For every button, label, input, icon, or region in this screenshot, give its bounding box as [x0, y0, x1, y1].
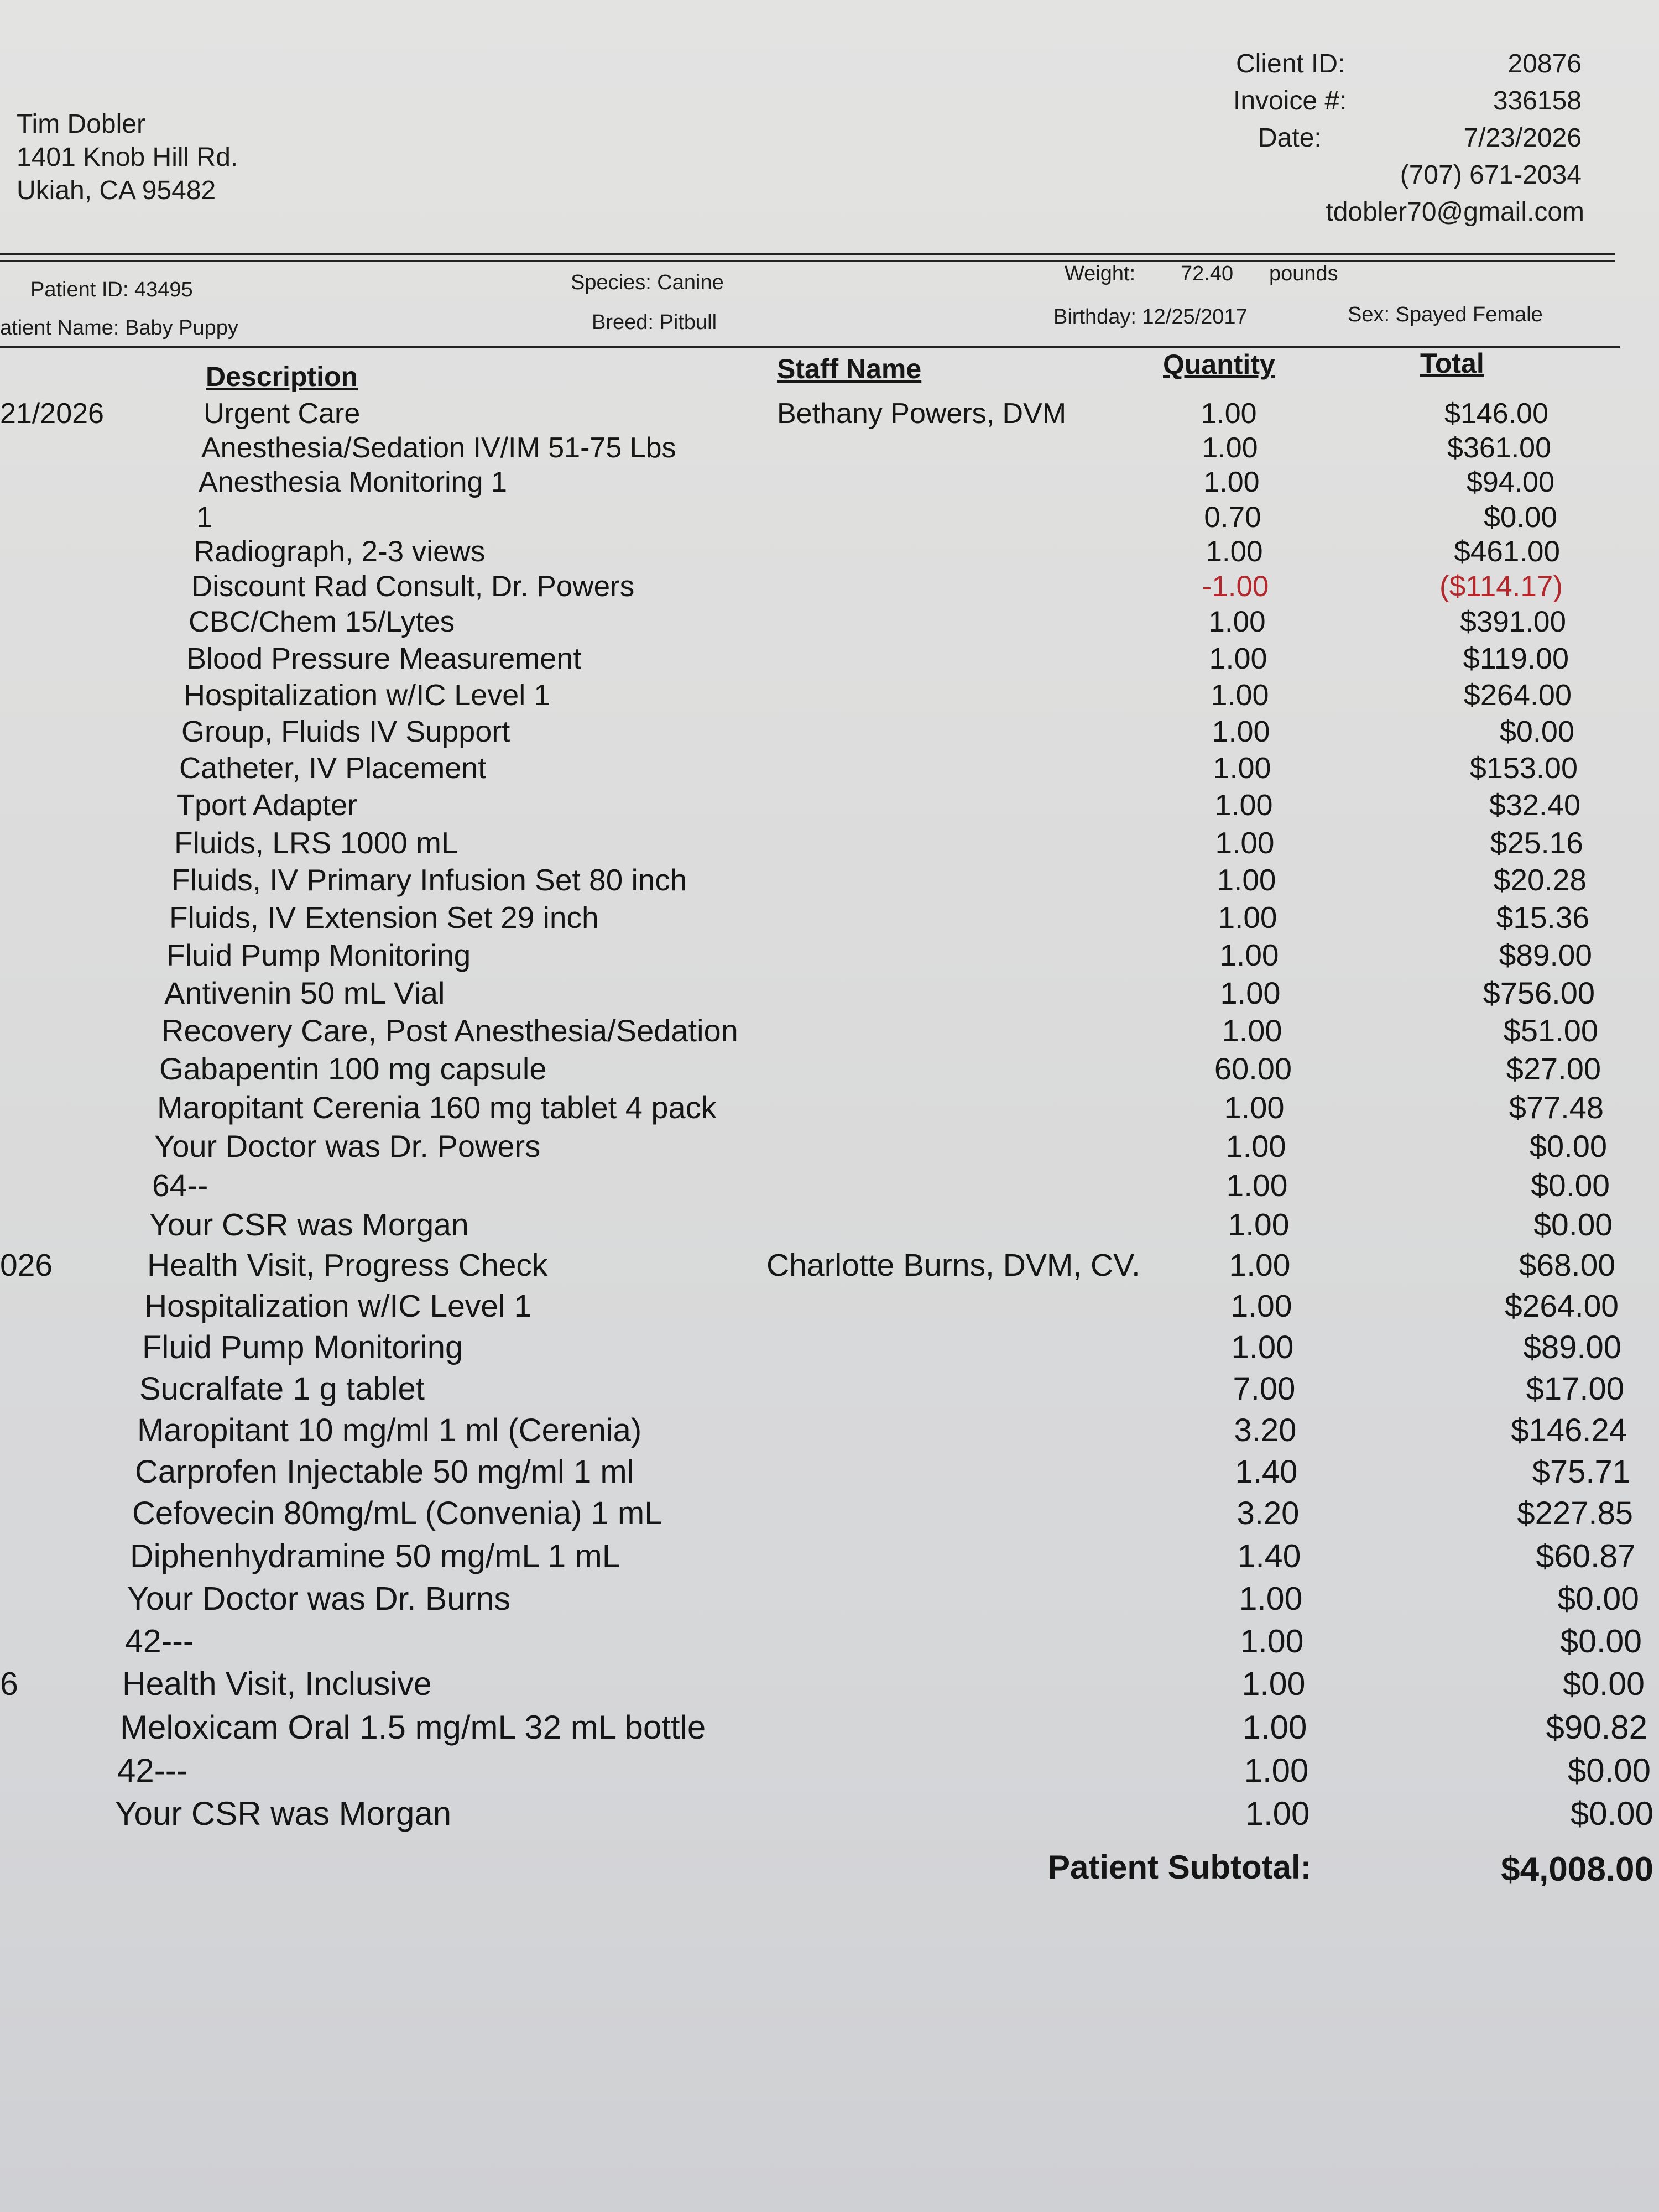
line-item-row	[0, 1751, 1659, 1787]
line-item-row	[0, 1013, 1659, 1048]
line-item-date: 026	[0, 1248, 53, 1283]
line-item-description: Fluids, IV Primary Infusion Set 80 inch	[171, 863, 687, 897]
line-item-quantity: 1.40	[1235, 1454, 1298, 1490]
line-item-total: $0.00	[1563, 1666, 1645, 1702]
line-item-quantity: 1.00	[1230, 1288, 1292, 1324]
line-item-total: $89.00	[1523, 1329, 1621, 1365]
line-item-row	[0, 605, 1659, 640]
patient-sex: Sex: Spayed Female	[1348, 303, 1543, 326]
line-item-date: 6	[0, 1666, 18, 1702]
line-item-description: Your CSR was Morgan	[149, 1207, 469, 1243]
line-item-row	[0, 1167, 1659, 1203]
line-item-total: $391.00	[1460, 606, 1566, 638]
line-item-description: 42---	[125, 1623, 194, 1660]
line-item-quantity: 1.00	[1209, 642, 1267, 675]
line-item-total: $0.00	[1531, 1168, 1610, 1203]
line-item-description: Sucralfate 1 g tablet	[139, 1371, 425, 1407]
line-item-description: Hospitalization w/IC Level 1	[184, 679, 551, 712]
line-item-quantity: 1.00	[1219, 938, 1279, 972]
client-id-value: 20876	[1507, 49, 1582, 79]
line-item-quantity: 3.20	[1234, 1412, 1297, 1448]
line-item-date: 21/2026	[0, 398, 104, 430]
client-address-line2: Ukiah, CA 95482	[17, 176, 216, 205]
line-item-description: Health Visit, Inclusive	[122, 1666, 432, 1702]
line-item-total: $0.00	[1484, 501, 1557, 534]
line-item-description: Recovery Care, Post Anesthesia/Sedation	[161, 1013, 738, 1048]
line-item-description: Tport Adapter	[176, 789, 358, 822]
line-item-quantity: 7.00	[1233, 1371, 1296, 1407]
line-item-description: 64--	[152, 1168, 208, 1203]
line-item-quantity: 1.00	[1218, 900, 1277, 935]
line-item-description: 1	[196, 501, 213, 534]
line-item-quantity: 1.00	[1222, 1013, 1282, 1048]
line-item-total: $75.71	[1532, 1454, 1630, 1490]
line-item-quantity: 60.00	[1214, 1051, 1292, 1086]
line-item-description: Fluids, LRS 1000 mL	[174, 826, 458, 860]
line-item-quantity: 1.00	[1203, 466, 1260, 498]
line-item-quantity: 1.00	[1228, 1207, 1290, 1243]
line-item-quantity: 1.00	[1208, 606, 1266, 638]
line-item-quantity: 1.00	[1240, 1623, 1304, 1660]
line-item-description: Discount Rad Consult, Dr. Powers	[191, 570, 635, 603]
patient-subtotal-label: Patient Subtotal:	[1048, 1849, 1312, 1886]
line-item-row	[0, 751, 1659, 786]
line-item-total: $0.00	[1560, 1623, 1642, 1660]
line-item-description: Cefovecin 80mg/mL (Convenia) 1 mL	[132, 1495, 662, 1531]
divider-top	[0, 253, 1615, 255]
line-item-quantity: 1.00	[1226, 1168, 1288, 1203]
line-item-total: $0.00	[1529, 1129, 1607, 1164]
line-item-quantity: 1.00	[1225, 1129, 1286, 1164]
line-item-description: Urgent Care	[204, 398, 361, 430]
line-item-description: Anesthesia/Sedation IV/IM 51-75 Lbs	[201, 432, 676, 464]
line-item-quantity: 1.00	[1214, 789, 1273, 822]
line-item-row	[0, 1453, 1659, 1489]
line-item-description: Your CSR was Morgan	[115, 1795, 452, 1832]
line-item-description: Group, Fluids IV Support	[181, 715, 510, 748]
line-item-row	[0, 975, 1659, 1010]
line-item-total: $153.00	[1469, 752, 1578, 785]
line-item-description: Meloxicam Oral 1.5 mg/mL 32 mL bottle	[120, 1709, 706, 1746]
line-item-quantity: 1.00	[1245, 1795, 1310, 1832]
client-id-label: Client ID:	[1236, 49, 1345, 79]
line-item-quantity: 1.00	[1229, 1248, 1291, 1283]
line-item-description: Fluid Pump Monitoring	[142, 1329, 463, 1365]
line-item-row	[0, 641, 1659, 677]
line-item-total: $68.00	[1519, 1248, 1615, 1283]
line-item-total: $756.00	[1483, 975, 1595, 1010]
divider-top-second	[0, 260, 1615, 262]
line-item-row	[0, 937, 1659, 973]
line-item-row	[0, 1412, 1659, 1447]
invoice-date-value: 7/23/2026	[1463, 123, 1582, 153]
line-item-staff: Bethany Powers, DVM	[777, 398, 1067, 430]
line-item-row	[0, 466, 1659, 501]
patient-weight-unit: pounds	[1269, 262, 1338, 285]
line-item-row	[0, 1537, 1659, 1573]
line-item-row	[0, 714, 1659, 750]
line-item-quantity: 1.40	[1237, 1538, 1301, 1574]
line-item-total: $94.00	[1466, 466, 1554, 498]
line-item-row	[0, 900, 1659, 935]
line-item-description: Carprofen Injectable 50 mg/ml 1 ml	[135, 1454, 634, 1490]
line-item-total: ($114.17)	[1439, 570, 1563, 603]
line-item-quantity: 1.00	[1242, 1709, 1307, 1746]
line-item-row	[0, 1623, 1659, 1658]
client-phone-row	[1200, 160, 1598, 197]
line-item-total: $0.00	[1499, 715, 1574, 748]
line-item-total: $264.00	[1504, 1288, 1619, 1324]
client-email: tdobler70@gmail.com	[1326, 197, 1584, 227]
invoice-date-row	[1200, 123, 1598, 160]
line-item-total: $90.82	[1546, 1709, 1647, 1746]
line-item-total: $25.16	[1490, 826, 1583, 860]
line-item-total: $89.00	[1499, 938, 1592, 972]
line-item-quantity: 1.00	[1212, 715, 1270, 748]
line-item-quantity: 0.70	[1204, 501, 1261, 534]
patient-id: Patient ID: 43495	[30, 278, 193, 301]
line-item-row	[0, 1665, 1659, 1700]
line-item-total: $227.85	[1517, 1495, 1633, 1531]
line-item-total: $0.00	[1557, 1580, 1639, 1617]
line-item-row	[0, 1051, 1659, 1086]
line-item-row	[0, 862, 1659, 898]
column-header-staff: Staff Name	[777, 353, 922, 384]
line-item-total: $27.00	[1506, 1051, 1601, 1086]
line-item-description: Fluid Pump Monitoring	[166, 938, 471, 972]
line-item-quantity: 1.00	[1220, 975, 1281, 1010]
line-item-quantity: 1.00	[1215, 826, 1275, 860]
line-item-description: Your Doctor was Dr. Powers	[154, 1129, 541, 1164]
patient-weight-value: 72.40	[1181, 262, 1234, 285]
line-item-description: Gabapentin 100 mg capsule	[159, 1051, 547, 1086]
line-item-total: $361.00	[1447, 432, 1551, 464]
client-id-row	[1200, 49, 1598, 86]
line-item-description: Maropitant Cerenia 160 mg tablet 4 pack	[157, 1090, 717, 1125]
line-item-total: $461.00	[1454, 535, 1560, 568]
line-item-description: Maropitant 10 mg/ml 1 ml (Cerenia)	[137, 1412, 642, 1448]
patient-weight-label: Weight:	[1065, 262, 1136, 285]
line-item-row	[0, 535, 1659, 570]
line-item-description: 42---	[117, 1752, 187, 1789]
line-item-total: $146.00	[1444, 398, 1548, 430]
line-item-row	[0, 431, 1659, 467]
line-item-row	[0, 570, 1659, 605]
line-item-row	[0, 1128, 1659, 1164]
line-item-quantity: 1.00	[1244, 1752, 1309, 1789]
patient-breed: Breed: Pitbull	[592, 311, 717, 334]
line-item-description: Radiograph, 2-3 views	[194, 535, 486, 568]
client-email-row	[1200, 197, 1598, 234]
line-item-total: $146.24	[1511, 1412, 1627, 1448]
line-item-quantity: 1.00	[1211, 679, 1269, 712]
line-item-row	[0, 1329, 1659, 1364]
line-item-description: Blood Pressure Measurement	[186, 642, 582, 675]
line-item-description: Diphenhydramine 50 mg/mL 1 mL	[130, 1538, 620, 1574]
patient-species: Species: Canine	[571, 271, 724, 294]
line-item-description: Catheter, IV Placement	[179, 752, 487, 785]
line-item-quantity: 3.20	[1237, 1495, 1300, 1531]
line-item-total: $0.00	[1570, 1795, 1653, 1832]
line-item-total: $119.00	[1463, 642, 1569, 675]
line-item-row	[0, 678, 1659, 713]
line-item-total: $0.00	[1567, 1752, 1651, 1789]
patient-birthday: Birthday: 12/25/2017	[1053, 305, 1248, 328]
line-item-quantity: 1.00	[1231, 1329, 1294, 1365]
line-item-row	[0, 500, 1659, 536]
line-item-total: $15.36	[1496, 900, 1589, 935]
line-item-quantity: -1.00	[1202, 570, 1269, 603]
line-item-row	[0, 397, 1659, 432]
column-header-total: Total	[1420, 348, 1484, 379]
client-address-block	[17, 108, 238, 207]
column-header-quantity: Quantity	[1163, 349, 1275, 380]
line-item-row	[0, 1207, 1659, 1242]
client-phone: (707) 671-2034	[1400, 160, 1582, 190]
patient-name: atient Name: Baby Puppy	[0, 316, 238, 340]
line-item-total: $20.28	[1493, 863, 1587, 897]
line-item-row	[0, 1580, 1659, 1615]
line-item-quantity: 1.00	[1201, 398, 1257, 430]
patient-subtotal-value: $4,008.00	[1501, 1850, 1653, 1888]
invoice-number-row	[1200, 86, 1598, 123]
line-item-total: $60.87	[1536, 1538, 1636, 1574]
line-item-description: Hospitalization w/IC Level 1	[144, 1288, 532, 1324]
line-item-row	[0, 1708, 1659, 1744]
line-item-total: $0.00	[1533, 1207, 1613, 1243]
line-item-row	[0, 788, 1659, 823]
line-item-quantity: 1.00	[1202, 432, 1258, 464]
line-item-row	[0, 1089, 1659, 1125]
line-item-row	[0, 1247, 1659, 1282]
invoice-number-value: 336158	[1493, 86, 1582, 116]
line-item-quantity: 1.00	[1241, 1666, 1306, 1702]
line-item-quantity: 1.00	[1239, 1580, 1303, 1617]
line-item-quantity: 1.00	[1206, 535, 1263, 568]
line-item-row	[0, 1794, 1659, 1830]
line-item-description: CBC/Chem 15/Lytes	[189, 606, 455, 638]
line-item-total: $17.00	[1526, 1371, 1624, 1407]
line-item-description: Anesthesia Monitoring 1	[199, 466, 507, 498]
line-item-total: $77.48	[1509, 1090, 1604, 1125]
invoice-date-label: Date:	[1258, 123, 1322, 153]
line-item-staff: Charlotte Burns, DVM, CV.	[766, 1248, 1140, 1283]
line-item-row	[0, 1495, 1659, 1530]
line-item-description: Fluids, IV Extension Set 29 inch	[169, 900, 599, 935]
line-item-quantity: 1.00	[1217, 863, 1276, 897]
line-item-row	[0, 825, 1659, 860]
divider-patient	[0, 346, 1620, 348]
line-item-row	[0, 1370, 1659, 1406]
line-item-total: $32.40	[1489, 789, 1580, 822]
client-address-line1: 1401 Knob Hill Rd.	[17, 143, 238, 172]
line-item-total: $264.00	[1463, 679, 1572, 712]
invoice-number-label: Invoice #:	[1233, 86, 1347, 116]
line-item-quantity: 1.00	[1224, 1090, 1285, 1125]
line-item-row	[0, 1288, 1659, 1323]
line-item-total: $51.00	[1503, 1013, 1598, 1048]
invoice-info-block	[1200, 49, 1598, 234]
client-name: Tim Dobler	[17, 109, 145, 139]
column-header-description: Description	[206, 361, 358, 392]
line-item-description: Health Visit, Progress Check	[147, 1248, 548, 1283]
line-item-description: Antivenin 50 mL Vial	[164, 975, 445, 1010]
line-item-quantity: 1.00	[1213, 752, 1271, 785]
line-item-description: Your Doctor was Dr. Burns	[127, 1580, 510, 1617]
patient-info-block	[0, 262, 1626, 343]
